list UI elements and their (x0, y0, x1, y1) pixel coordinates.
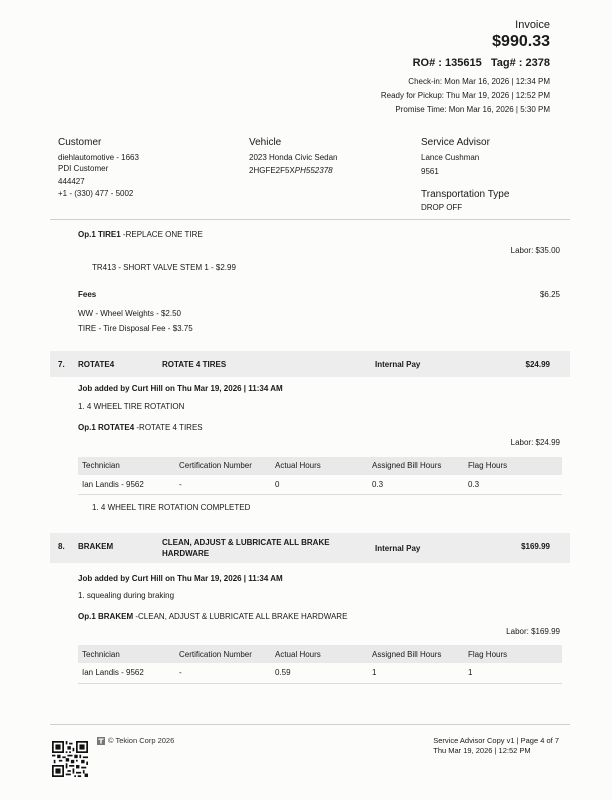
table-divider (78, 494, 562, 495)
promise-time: Promise Time: Mon Mar 16, 2026 | 5:30 PM (395, 105, 550, 114)
vin-prefix: 2HGFE2F5X (249, 166, 295, 175)
job-op-line (78, 612, 347, 621)
cell-certification: - (179, 668, 182, 677)
col-actual-hours: Actual Hours (275, 650, 321, 659)
fee-item: WW - Wheel Weights - $2.50 (78, 309, 181, 318)
job-op-line (78, 423, 203, 432)
job-labor: Labor: $169.99 (506, 627, 560, 636)
ro-number: 135615 (444, 57, 482, 69)
invoice-total: $990.33 (492, 33, 550, 50)
qr-code-icon (52, 741, 88, 777)
copy-info: Service Advisor Copy v1 | Page 4 of 7 (433, 736, 559, 745)
job-op-desc: -CLEAN, ADJUST & LUBRICATE ALL BRAKE HARDWARE (133, 612, 348, 621)
vehicle-heading: Vehicle (249, 137, 282, 148)
fee-item: TIRE - Tire Disposal Fee - $3.75 (78, 324, 193, 333)
fees-total: $6.25 (539, 290, 560, 299)
col-technician: Technician (82, 461, 120, 470)
cell-technician: Ian Landis - 9562 (82, 668, 144, 677)
tekion-logo-icon (97, 737, 105, 745)
tag-label: Tag# : (490, 57, 526, 69)
col-technician: Technician (82, 650, 120, 659)
ro-label: RO# : (412, 57, 445, 69)
prev-op-code: Op.1 TIRE1 (78, 230, 121, 239)
printed-time: Thu Mar 19, 2026 | 12:52 PM (433, 746, 531, 755)
customer-type: PDI Customer (58, 164, 109, 173)
job-code: BRAKEM (78, 542, 114, 551)
job-number: 7. (58, 360, 65, 369)
job-labor: Labor: $24.99 (510, 438, 560, 447)
vehicle-description: 2023 Honda Civic Sedan (249, 153, 338, 162)
job-title (162, 537, 330, 559)
customer-block (58, 137, 139, 199)
cell-certification: - (179, 480, 182, 489)
transportation-value: DROP OFF (421, 203, 463, 212)
tag-number: 2378 (525, 57, 550, 69)
job-title-line: HARDWARE (162, 549, 210, 558)
job-completion-note: 1. 4 WHEEL TIRE ROTATION COMPLETED (92, 503, 251, 512)
prev-op-desc: -REPLACE ONE TIRE (120, 230, 203, 239)
prev-part-line: TR413 - SHORT VALVE STEM 1 - $2.99 (92, 263, 236, 272)
vin-suffix: PH552378 (294, 166, 333, 175)
job-title-line: CLEAN, ADJUST & LUBRICATE ALL BRAKE (162, 538, 330, 547)
cell-assigned-bill-hours: 1 (372, 668, 377, 677)
cell-flag-hours: 1 (468, 668, 473, 677)
transportation-heading: Transportation Type (421, 189, 510, 200)
cell-flag-hours: 0.3 (468, 480, 480, 489)
job-code: ROTATE4 (78, 360, 115, 369)
col-certification: Certification Number (179, 461, 252, 470)
job-amount: $169.99 (521, 542, 550, 551)
table-divider (78, 683, 562, 684)
vehicle-vin (249, 165, 338, 176)
service-advisor-name: Lance Cushman (421, 153, 480, 162)
footer-divider (50, 724, 570, 725)
customer-id: 444427 (58, 177, 85, 186)
job-added-by: Job added by Curt Hill on Thu Mar 19, 2026 | 11:34 AM (78, 574, 283, 583)
customer-phone: +1 - (330) 477 - 5002 (58, 189, 134, 198)
job-pay-type: Internal Pay (375, 360, 421, 369)
col-flag-hours: Flag Hours (468, 650, 508, 659)
prev-labor: Labor: $35.00 (510, 246, 560, 255)
invoice-title: Invoice (515, 19, 550, 31)
col-assigned-bill-hours: Assigned Bill Hours (372, 461, 442, 470)
job-concern: 1. squealing during braking (78, 591, 175, 600)
job-op-code: Op.1 BRAKEM (78, 612, 134, 621)
col-flag-hours: Flag Hours (468, 461, 508, 470)
cell-actual-hours: 0.59 (275, 668, 291, 677)
customer-name: diehlautomotive - 1663 (58, 153, 139, 162)
job-added-by: Job added by Curt Hill on Thu Mar 19, 2026 | 11:34 AM (78, 384, 283, 393)
col-actual-hours: Actual Hours (275, 461, 321, 470)
cell-actual-hours: 0 (275, 480, 280, 489)
job-op-code: Op.1 ROTATE4 (78, 423, 135, 432)
col-certification: Certification Number (179, 650, 252, 659)
footer-meta (433, 736, 559, 756)
fees-label: Fees (78, 290, 97, 299)
check-in-time: Check-in: Mon Mar 16, 2026 | 12:34 PM (408, 77, 550, 86)
cell-technician: Ian Landis - 9562 (82, 480, 144, 489)
customer-heading: Customer (58, 137, 102, 148)
service-advisor-id: 9561 (421, 167, 439, 176)
ready-for-pickup-time: Ready for Pickup: Thu Mar 19, 2026 | 12:52 PM (380, 91, 550, 100)
ro-tag-line (413, 57, 550, 69)
copyright-text: © Tekion Corp 2026 (108, 736, 175, 745)
col-assigned-bill-hours: Assigned Bill Hours (372, 650, 442, 659)
vehicle-block (249, 137, 338, 176)
job-amount: $24.99 (525, 360, 550, 369)
job-number: 8. (58, 542, 65, 551)
service-advisor-block (421, 137, 509, 212)
footer-brand (97, 736, 174, 745)
job-concern: 1. 4 WHEEL TIRE ROTATION (78, 402, 185, 411)
service-advisor-heading: Service Advisor (421, 137, 490, 148)
job-pay-type: Internal Pay (375, 544, 421, 553)
job-title: ROTATE 4 TIRES (162, 360, 227, 369)
job-op-desc: -ROTATE 4 TIRES (134, 423, 203, 432)
cell-assigned-bill-hours: 0.3 (372, 480, 384, 489)
job-header-band (50, 351, 570, 377)
prev-op-line (78, 230, 203, 239)
section-divider (50, 219, 570, 220)
